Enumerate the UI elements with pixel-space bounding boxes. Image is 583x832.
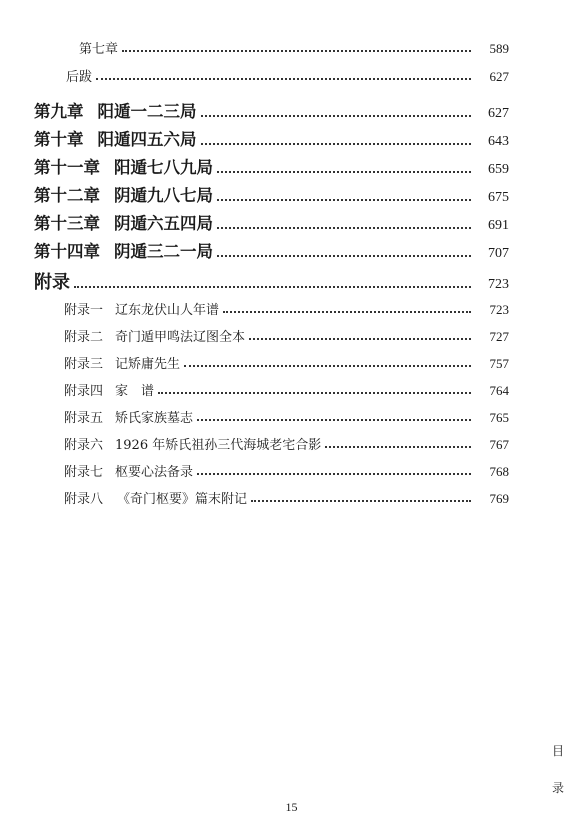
toc-entry-chapter-14[interactable] [34,244,509,261]
toc-entry-page: 589 [489,41,509,56]
dot-leader [201,143,472,145]
toc-entry-page: 769 [489,491,509,506]
toc-entry-page: 765 [489,410,509,425]
toc-entry-number: 第十二章 [34,186,100,205]
toc-entry-page: 627 [489,69,509,84]
toc-entry-page: 675 [488,190,509,205]
toc-entry-appendix-3[interactable] [64,357,509,371]
toc-entry-chapter-13[interactable] [34,216,509,233]
dot-leader [217,255,471,257]
toc-entry-page: 764 [489,383,509,398]
toc-entry-number: 附录八 [64,492,104,507]
toc-entry-page: 723 [488,277,509,292]
dot-leader [197,473,471,475]
toc-entry-title: 矫氏家族墓志 [115,411,194,426]
toc-entry-page: 727 [489,329,509,344]
toc-entry-page: 643 [488,134,509,149]
toc-entry-number: 第十三章 [34,214,100,233]
toc-entry-chapter-7[interactable] [79,42,509,56]
toc-entry-appendix[interactable] [34,274,509,292]
toc-entry-number: 附录七 [64,465,104,480]
toc-entry-chapter-10[interactable] [34,132,509,149]
toc-entry-page: 707 [488,246,509,261]
dot-leader [217,171,471,173]
toc-entry-title: 阳遁七八九局 [114,158,213,177]
toc-entry-number: 附录一 [64,303,104,318]
side-label-bottom: 录 [552,781,565,795]
dot-leader [325,446,471,448]
toc-entry-number: 附录三 [64,357,104,372]
toc-entry-number: 附录四 [64,384,104,399]
toc-entry-number: 第十一章 [34,158,100,177]
toc-entry-title: 《奇门枢要》篇末附记 [117,492,248,507]
toc-entry-title: 阴遁六五四局 [114,214,213,233]
toc-entry-page: 757 [489,356,509,371]
toc-entry-number: 第七章 [79,42,119,57]
side-label-top: 目 [552,744,565,758]
toc-entry-title: 阴遁九八七局 [114,186,213,205]
toc-entry-page: 768 [489,464,509,479]
toc-entry-chapter-9[interactable] [34,104,509,121]
dot-leader [217,199,471,201]
dot-leader [74,286,471,288]
toc-entry-number: 第九章 [34,102,84,121]
toc-entry-number: 后跋 [66,70,93,85]
toc-entry-title: 记矫庸先生 [115,357,181,372]
toc-entry-page: 627 [488,106,509,121]
toc-entry-appendix-5[interactable] [64,411,509,425]
dot-leader [223,311,471,313]
toc-entry-title: 阳遁四五六局 [97,130,197,149]
toc-entry-number: 附录五 [64,411,104,426]
dot-leader [158,392,471,394]
toc-entry-title: 枢要心法备录 [115,465,194,480]
toc-entry-appendix-4[interactable] [64,384,509,398]
toc-entry-appendix-7[interactable] [64,465,509,479]
toc-entry-appendix-6[interactable] [64,438,509,452]
dot-leader [122,50,471,52]
toc-entry-title: 辽东龙伏山人年谱 [115,303,220,318]
toc-entry-title: 阴遁三二一局 [114,242,213,261]
dot-leader [217,227,471,229]
dot-leader [249,338,471,340]
toc-entry-page: 767 [489,437,509,452]
toc-entry-postscript[interactable] [66,70,509,84]
toc-entry-number: 第十章 [34,130,84,149]
toc-entry-appendix-8[interactable] [64,492,509,506]
toc-entry-title: 1926 年矫氏祖孙三代海城老宅合影 [115,438,322,453]
toc-entry-page: 691 [488,218,509,233]
toc-entry-number: 第十四章 [34,242,100,261]
toc-entry-number: 附录六 [64,438,104,453]
dot-leader [201,115,472,117]
dot-leader [197,419,471,421]
toc-entry-appendix-1[interactable] [64,303,509,317]
toc-entry-title: 家 谱 [115,384,155,399]
dot-leader [96,78,471,80]
toc-entry-chapter-11[interactable] [34,160,509,177]
dot-leader [251,500,471,502]
toc-entry-page: 723 [489,302,509,317]
toc-entry-title: 阳遁一二三局 [97,102,197,121]
toc-entry-page: 659 [488,162,509,177]
toc-entry-number: 附录 [34,272,70,293]
toc-entry-number: 附录二 [64,330,104,345]
toc-entry-title: 奇门遁甲鸣法辽图全本 [115,330,246,345]
toc-entry-chapter-12[interactable] [34,188,509,205]
dot-leader [184,365,471,367]
page-number: 15 [285,800,298,814]
toc-entry-appendix-2[interactable] [64,330,509,344]
